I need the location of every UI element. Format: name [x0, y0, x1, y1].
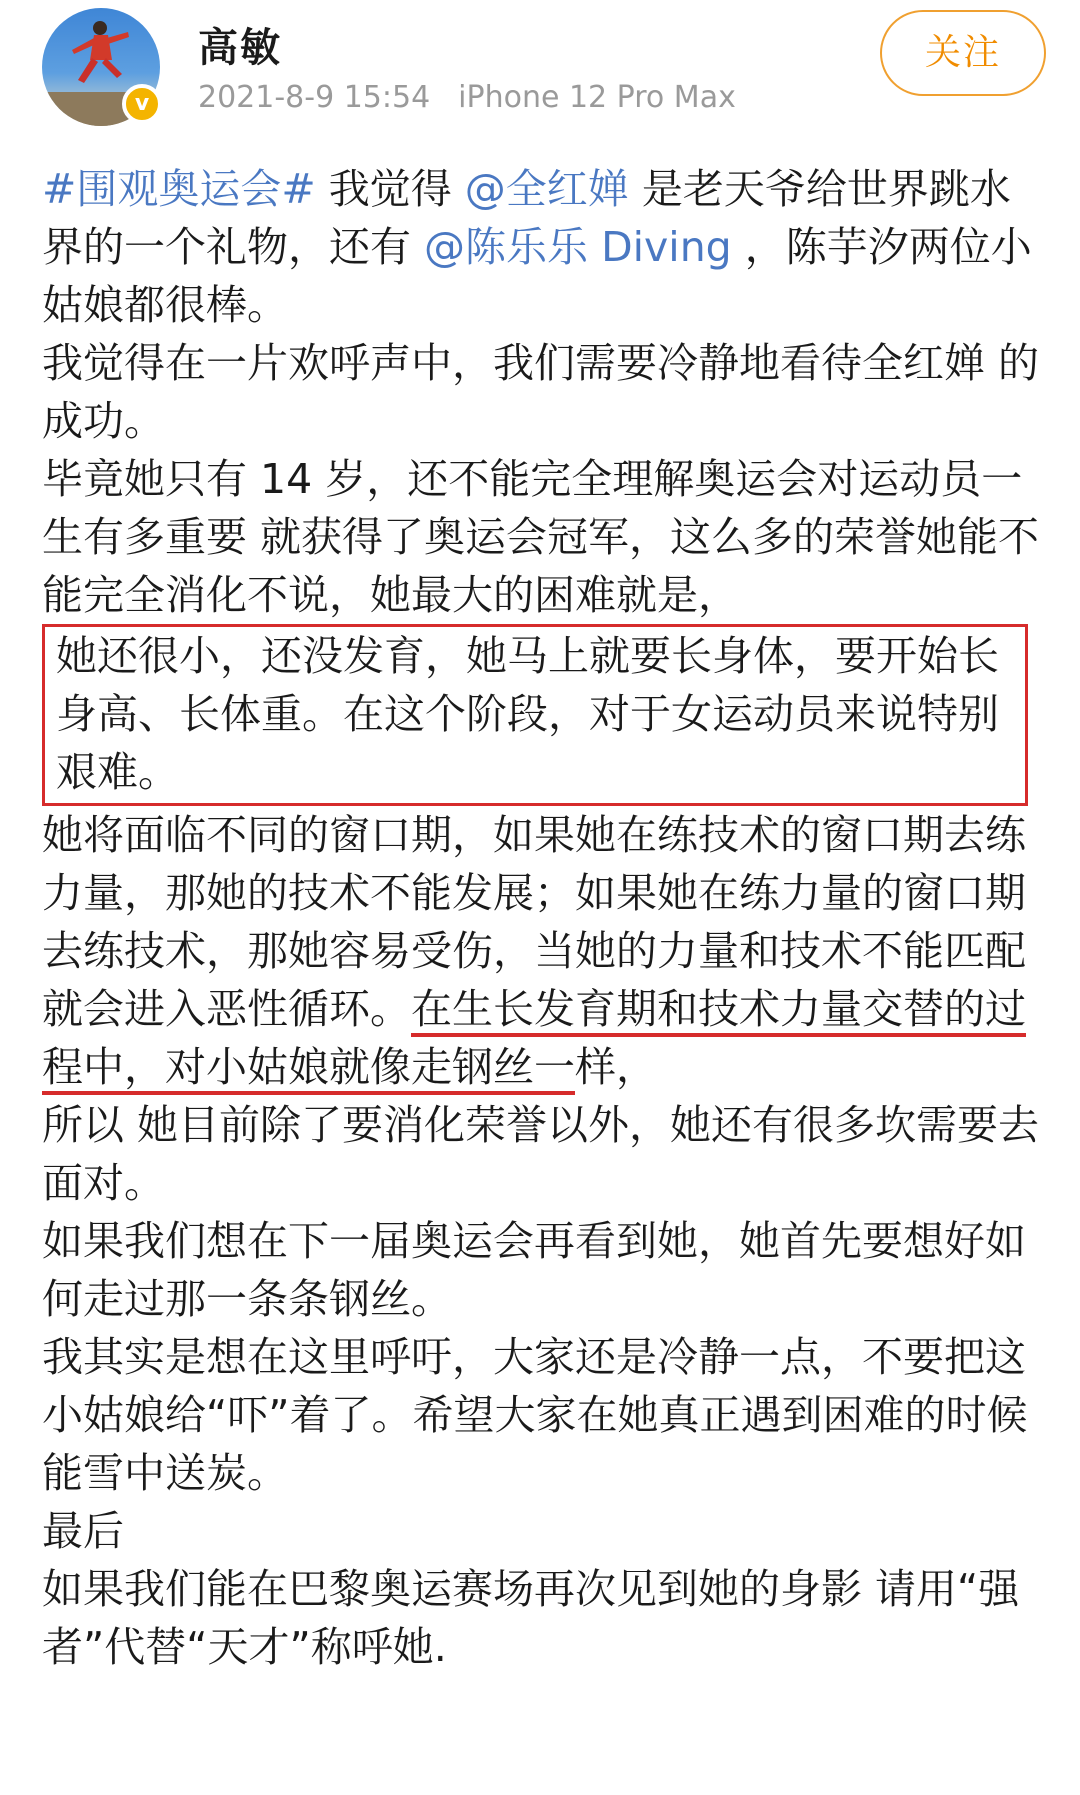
- post-meta: [198, 80, 736, 115]
- highlight-box-paragraph: 她还很小，还没发育，她马上就要长身体，要开始长身高、长体重。在这个阶段，对于女运动员来说特别艰难。: [42, 624, 1028, 806]
- hashtag-link[interactable]: #围观奥运会#: [42, 165, 316, 213]
- mention-link[interactable]: @陈乐乐 Diving: [424, 223, 732, 271]
- follow-button[interactable]: 关注: [880, 10, 1046, 96]
- username[interactable]: 高敏: [198, 25, 282, 71]
- mention-link[interactable]: @全红婵: [464, 165, 629, 213]
- verified-badge-icon: v: [122, 84, 162, 124]
- paragraph-9: 最后: [42, 1507, 124, 1555]
- paragraph-7: 如果我们想在下一届奥运会再看到她，她首先要想好如何走过那一条条钢丝。: [42, 1217, 1026, 1323]
- paragraph-3: 毕竟她只有 14 岁，还不能完全理解奥运会对运动员一生有多重要 就获得了奥运会冠军，这么多的荣誉她能不能完全消化不说，她最大的困难就是，: [42, 455, 1040, 619]
- text: 我觉得: [315, 165, 465, 213]
- text: 她将面临不同的窗口期，如果她在练技术的窗口期去练力量，那她的技术不能发展；如果她在练力量的窗口期去练技术，那她容易受伤，当她的力量和技术不能匹配就会进入恶性循环。: [42, 811, 1026, 1033]
- text: 是老天爷给世界跳水界的一个礼物，还有: [42, 165, 1011, 271]
- post-content: [42, 160, 1042, 1676]
- post-header: [0, 0, 1080, 150]
- paragraph-10: 如果我们能在巴黎奥运赛场再次见到她的身影 请用“强者”代替“天才”称呼她.: [42, 1565, 1020, 1671]
- paragraph-2: 我觉得在一片欢呼声中，我们需要冷静地看待全红婵 的成功。: [42, 339, 1040, 445]
- post-device: iPhone 12 Pro Max: [458, 80, 736, 115]
- paragraph-1: [42, 160, 1042, 334]
- text: 样，: [575, 1043, 657, 1091]
- post-date: 2021-8-9 15:54: [198, 80, 431, 115]
- text: ，陈芋汐两位小姑娘都很棒。: [42, 223, 1032, 329]
- paragraph-6: 所以 她目前除了要消化荣誉以外，她还有很多坎需要去面对。: [42, 1101, 1040, 1207]
- paragraph-8: 我其实是想在这里呼吁，大家还是冷静一点，不要把这小姑娘给“吓”着了。希望大家在她真正遇到困难的时候能雪中送炭。: [42, 1333, 1028, 1497]
- paragraph-5: [42, 806, 1042, 1096]
- underlined-text: 在生长发育期和技术力量交替的过程中，对小姑娘就像走钢丝一: [42, 985, 1026, 1091]
